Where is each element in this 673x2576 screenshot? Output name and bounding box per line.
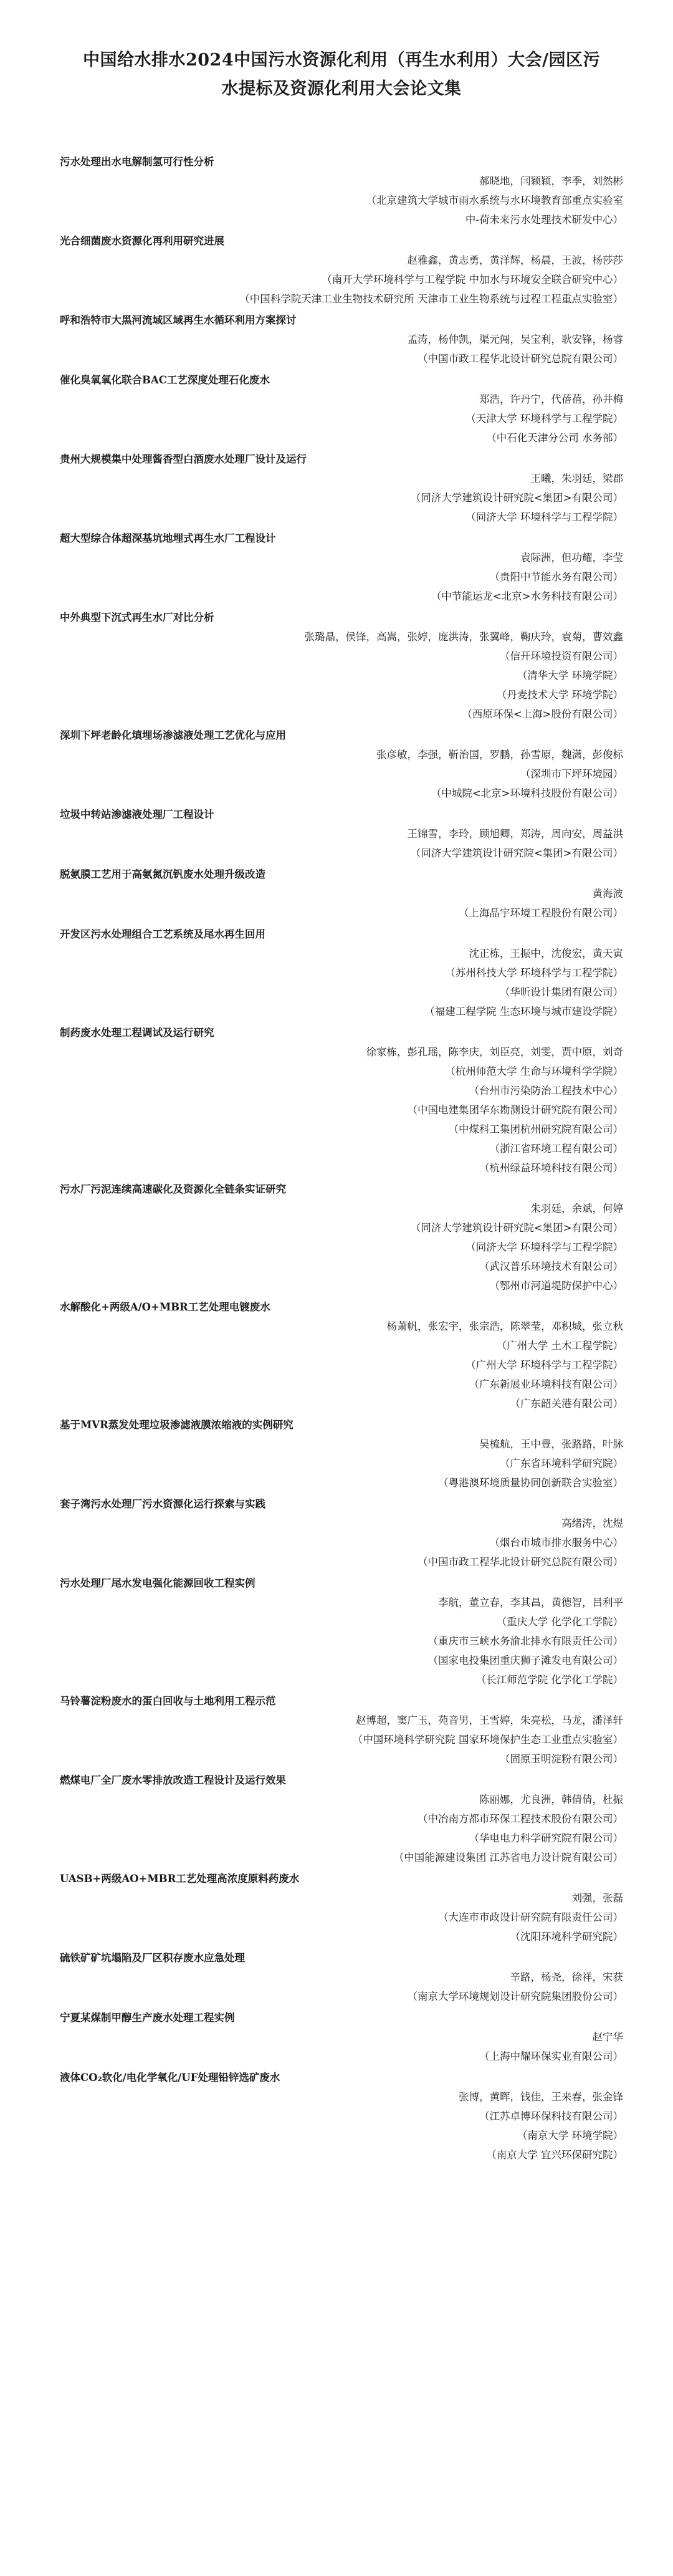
paper-entry [60, 925, 623, 1021]
paper-affiliation: （清华大学 环境学院） [517, 670, 623, 681]
paper-affiliation: （固原玉明淀粉有限公司） [500, 1753, 623, 1765]
paper-title: 污水处理厂尾水发电强化能源回收工程实例 [60, 1577, 255, 1589]
paper-authors: 郝晓地，闫颖颖，李季，刘然彬 [479, 175, 623, 187]
paper-entry [60, 370, 623, 448]
paper-affiliation: （同济大学建筑设计研究院<集团>有限公司） [410, 492, 623, 504]
paper-affiliation: （西原环保<上海>股份有限公司） [462, 708, 623, 720]
paper-title: 垃圾中转站渗滤液处理厂工程设计 [60, 809, 214, 820]
paper-authors: 徐家栋，彭孔瑶，陈李庆，刘臣亮，刘雯，贾中原，刘奇 [366, 1046, 623, 1058]
paper-authors: 黄海波 [592, 888, 623, 900]
paper-affiliation: 中-荷未来污水处理技术研发中心） [465, 214, 623, 226]
paper-title: 开发区污水处理组合工艺系统及尾水再生回用 [60, 928, 265, 940]
paper-affiliation: （广东新展业环境科技有限公司） [469, 1378, 623, 1390]
paper-affiliation: （大连市市政设计研究院有限责任公司） [438, 1911, 623, 1923]
paper-authors: 陈丽娜，尤良洲，韩倩倩，杜振 [479, 1794, 623, 1805]
paper-affiliation: （福建工程学院 生态环境与城市建设学院） [424, 1006, 623, 1017]
paper-affiliation: （中国市政工程华北设计研究总院有限公司） [418, 1556, 623, 1568]
paper-authors: 赵博超，窦广玉，苑音男，王雪婷，朱亮松，马龙，潘泽轩 [356, 1714, 623, 1726]
paper-affiliation: （中国科学院天津工业生物技术研究所 天津市工业生物系统与过程工程重点实验室） [239, 293, 623, 305]
paper-affiliation: （中国环境科学研究院 国家环境保护生态工业重点实验室） [352, 1734, 623, 1746]
paper-title: 宁夏某煤制甲醇生产废水处理工程实例 [60, 2012, 235, 2024]
paper-affiliation: （鄂州市河道堤防保护中心） [489, 1280, 623, 1292]
paper-affiliation: （南开大学环境科学与工程学院 中加水与环境安全联合研究中心） [322, 274, 623, 286]
paper-affiliation: （广东韶关港有限公司） [510, 1398, 623, 1410]
paper-title: 污水处理出水电解制氢可行性分析 [60, 156, 214, 168]
paper-entry [60, 1691, 623, 1769]
document-title [60, 46, 623, 103]
paper-affiliation: （上海中耀环保实业有限公司） [479, 2050, 623, 2062]
paper-affiliation: （南京大学环境规划设计研究院集团股份公司） [407, 1991, 623, 2002]
paper-affiliation: （重庆市三峡水务渝北排水有限责任公司） [427, 1635, 623, 1647]
paper-affiliation: （华昕设计集团有限公司） [500, 986, 623, 998]
paper-title: 贵州大规模集中处理酱香型白酒废水处理厂设计及运行 [60, 453, 307, 465]
paper-authors: 沈正栋，王振中，沈俊宏，黄天寅 [469, 948, 623, 959]
paper-affiliation: （中冶南方都市环保工程技术股份有限公司） [418, 1813, 623, 1825]
paper-affiliation: （华电电力科学研究院有限公司） [469, 1832, 623, 1844]
paper-entry [60, 529, 623, 606]
paper-entry [60, 449, 623, 527]
paper-entry [60, 231, 623, 309]
paper-affiliation: （南京大学 环境学院） [517, 2130, 623, 2141]
paper-entry [60, 1494, 623, 1572]
paper-authors: 李航，董立春，李其昌，黄德智，吕利平 [438, 1597, 623, 1608]
paper-affiliation: （苏州科技大学 环境科学与工程学院） [445, 967, 623, 979]
paper-title: 催化臭氧氧化联合BAC工艺深度处理石化废水 [60, 374, 270, 386]
paper-affiliation: （杭州绿益环境科技有限公司） [479, 1162, 623, 1174]
paper-title: 马铃薯淀粉废水的蛋白回收与土地利用工程示范 [60, 1695, 276, 1707]
paper-list [60, 152, 623, 2165]
paper-entry [60, 1023, 623, 1178]
paper-authors: 赵宁华 [592, 2031, 623, 2043]
paper-affiliation: （粤港澳环境质量协同创新联合实验室） [438, 1477, 623, 1489]
paper-affiliation: （武汉普乐环境技术有限公司） [479, 1261, 623, 1272]
paper-authors: 朱羽廷，余斌，何婷 [530, 1203, 623, 1214]
paper-title: 中外典型下沉式再生水厂对比分析 [60, 612, 214, 623]
paper-affiliation: （台州市污染防治工程技术中心） [469, 1085, 623, 1097]
paper-authors: 吴梳航，王中豊，张路路，叶脉 [479, 1438, 623, 1450]
paper-affiliation: （同济大学建筑设计研究院<集团>有限公司） [410, 847, 623, 859]
paper-affiliation: （广东省环境科学研究院） [500, 1458, 623, 1469]
paper-authors: 郑浩，许丹宁，代蓓蓓，孙井梅 [479, 393, 623, 405]
paper-title: 超大型综合体超深基坑地埋式再生水厂工程设计 [60, 532, 276, 544]
paper-title: 硫铁矿矿坑塌陷及厂区积存废水应急处理 [60, 1952, 245, 1964]
paper-affiliation: （北京建筑大学城市雨水系统与水环境教育部重点实验室 [366, 195, 623, 206]
paper-affiliation: （长江师范学院 化学化工学院） [475, 1674, 623, 1686]
paper-affiliation: （浙江省环境工程有限公司） [489, 1143, 623, 1155]
paper-entry [60, 2068, 623, 2165]
paper-affiliation: （烟台市城市排水服务中心） [489, 1537, 623, 1549]
paper-entry [60, 726, 623, 803]
paper-authors: 赵雅鑫，黄志勇，黄洋辉，杨晨，王波，杨莎莎 [407, 254, 623, 266]
paper-affiliation: （同济大学建筑设计研究院<集团>有限公司） [410, 1222, 623, 1234]
paper-authors: 辛路，杨尧，徐祥，宋获 [510, 1971, 623, 1983]
paper-affiliation: （广州大学 环境科学与工程学院） [465, 1359, 623, 1371]
paper-affiliation: （同济大学 环境科学与工程学院） [465, 511, 623, 523]
paper-authors: 王曦，朱羽廷，梁郡 [530, 473, 623, 484]
paper-title: 套子湾污水处理厂污水资源化运行探索与实践 [60, 1498, 265, 1510]
paper-affiliation: （丹麦技术大学 环境学院） [496, 689, 623, 701]
paper-title: 深圳下坪老龄化填埋场渗滤液处理工艺优化与应用 [60, 729, 286, 741]
paper-authors: 张博，黄晖，钱佳，王来春，张金锋 [459, 2091, 623, 2103]
paper-entry [60, 1415, 623, 1492]
paper-affiliation: （中煤科工集团杭州研究院有限公司） [448, 1123, 623, 1135]
paper-affiliation: （中国能源建设集团 江苏省电力设计院有限公司） [393, 1852, 623, 1863]
paper-authors: 张璐晶，侯锋，高嵩，张婷，庞洪涛，张翼峰，鞠庆玲，袁菊，曹效鑫 [304, 631, 623, 643]
paper-affiliation: （沈阳环境科学研究院） [510, 1931, 623, 1943]
paper-entry [60, 152, 623, 229]
paper-title: 基于MVR蒸发处理垃圾渗滤液膜浓缩液的实例研究 [60, 1419, 294, 1431]
paper-authors: 高绪涛，沈煜 [561, 1517, 623, 1529]
paper-affiliation: （重庆大学 化学化工学院） [496, 1616, 623, 1628]
document-title-line-2: 水提标及资源化利用大会论文集 [221, 79, 462, 99]
paper-affiliation: （上海晶宇环境工程股份有限公司） [459, 907, 623, 919]
paper-authors: 张彦敏，李强，靳治国，罗鹏，孙雪原，魏潇，彭俊标 [376, 749, 623, 761]
paper-title: 水解酸化+两级A/O+MBR工艺处理电镀废水 [60, 1301, 270, 1313]
paper-entry [60, 310, 623, 368]
paper-entry [60, 1869, 623, 1946]
paper-affiliation: （同济大学 环境科学与工程学院） [465, 1241, 623, 1253]
paper-entry [60, 1180, 623, 1295]
paper-title: 燃煤电厂全厂废水零排放改造工程设计及运行效果 [60, 1774, 286, 1786]
paper-affiliation: （中石化天津分公司 水务部） [486, 432, 623, 444]
paper-entry [60, 1297, 623, 1413]
paper-affiliation: （中国电建集团华东勘测设计研究院有限公司） [407, 1104, 623, 1116]
paper-authors: 王锦雪，李玲，顾旭卿，郑涛，周向安，周益洪 [407, 828, 623, 840]
paper-title: 光合细菌废水资源化再利用研究进展 [60, 235, 224, 247]
paper-affiliation: （国家电投集团重庆狮子滩发电有限公司） [427, 1655, 623, 1666]
paper-affiliation: （天津大学 环境科学与工程学院） [465, 413, 623, 425]
paper-entry [60, 1948, 623, 2006]
paper-affiliation: （南京大学 宜兴环保研究院） [486, 2149, 623, 2161]
paper-affiliation: （贵阳中节能水务有限公司） [489, 571, 623, 583]
paper-affiliation: （杭州师范大学 生命与环境科学学院） [445, 1065, 623, 1077]
paper-authors: 孟涛，杨仲凯，渠元闯，吴宝利，耿安锋，杨睿 [407, 334, 623, 345]
document-title-line-1: 中国给水排水2024中国污水资源化利用（再生水利用）大会/园区污 [82, 50, 600, 70]
paper-title: 制药废水处理工程调试及运行研究 [60, 1027, 214, 1039]
paper-affiliation: （中国市政工程华北设计研究总院有限公司） [418, 353, 623, 365]
paper-entry [60, 2008, 623, 2066]
paper-affiliation: （中城院<北京>环境科技股份有限公司） [431, 787, 623, 799]
paper-title: 呼和浩特市大黑河流域区域再生水循环利用方案探讨 [60, 314, 297, 326]
paper-authors: 杨萧帆，张宏宇，张宗浩，陈翠莹，邓积城，张立秋 [386, 1320, 623, 1332]
paper-entry [60, 608, 623, 724]
paper-affiliation: （信开环境投资有限公司） [500, 650, 623, 662]
paper-entry [60, 1771, 623, 1867]
paper-title: 脱氨膜工艺用于高氨氮沉钒废水处理升级改造 [60, 868, 265, 880]
paper-authors: 袁际洲，但功耀，李莹 [520, 552, 623, 564]
paper-affiliation: （中节能运龙<北京>水务科技有限公司） [431, 590, 623, 602]
paper-title: 污水厂污泥连续高速碳化及资源化全链条实证研究 [60, 1183, 286, 1195]
paper-entry [60, 865, 623, 923]
paper-entry [60, 805, 623, 863]
paper-title: UASB+两级AO+MBR工艺处理高浓度原料药废水 [60, 1873, 300, 1885]
paper-affiliation: （深圳市下坪环境园） [520, 768, 623, 780]
paper-entry [60, 1574, 623, 1689]
paper-title: 液体CO₂软化/电化学氧化/UF处理铅锌选矿废水 [60, 2072, 280, 2083]
paper-affiliation: （江苏卓博环保科技有限公司） [479, 2110, 623, 2122]
paper-authors: 刘强，张磊 [571, 1892, 623, 1904]
paper-affiliation: （广州大学 土木工程学院） [496, 1340, 623, 1352]
